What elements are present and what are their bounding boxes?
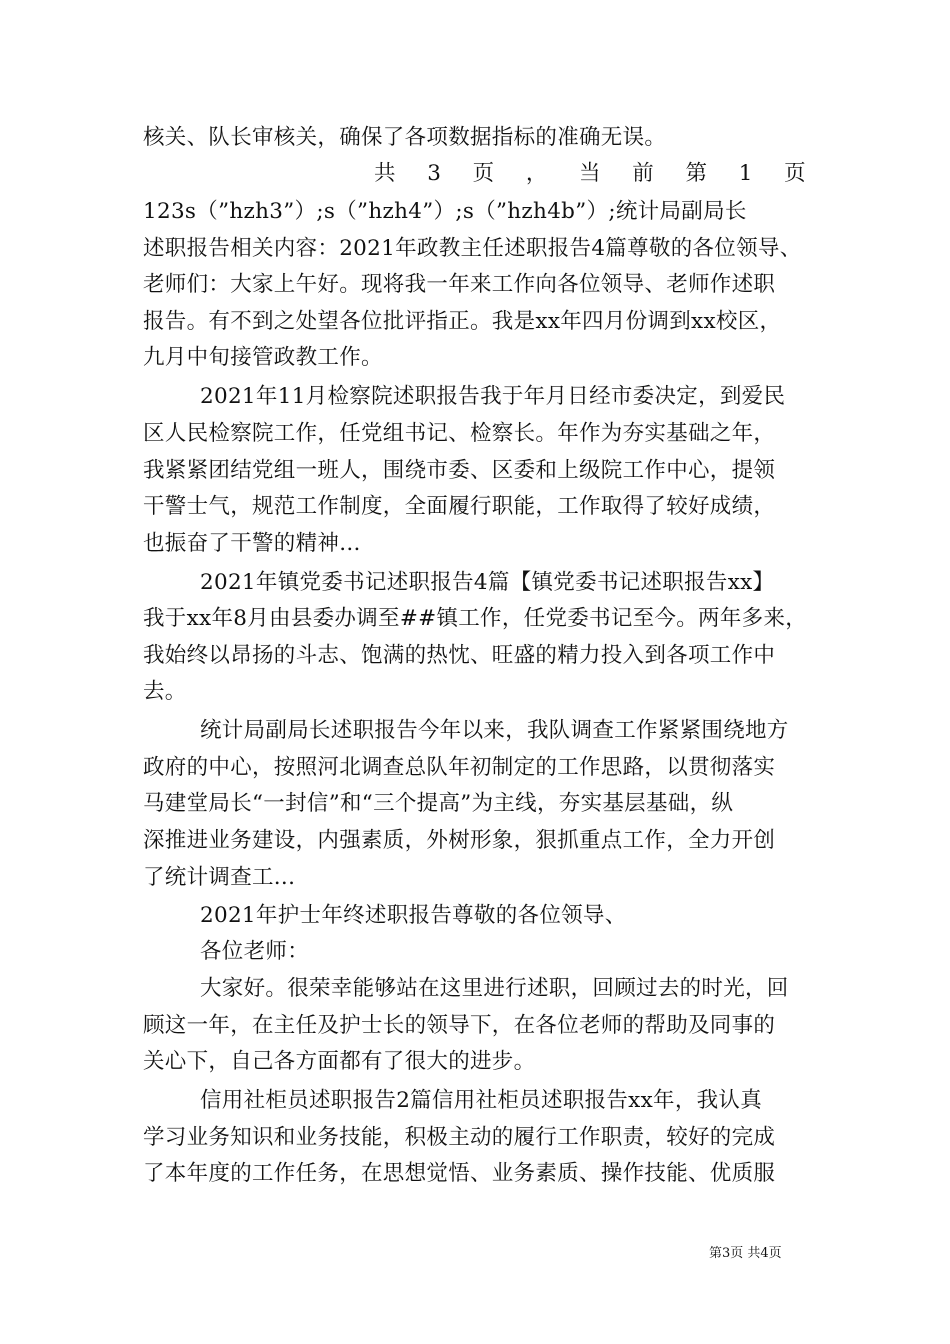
paragraph-first-line: 2021年护士年终述职报告尊敬的各位领导、 [200, 903, 627, 928]
paragraph-first-line: 各位老师： [200, 939, 310, 964]
text-line: 关心下，自己各方面都有了很大的进步。 [143, 1049, 536, 1074]
paragraph-first-line: 信用社柜员述职报告2篇信用社柜员述职报告xx年，我认真 [200, 1088, 763, 1113]
text-line: 报告。有不到之处望各位批评指正。我是xx年四月份调到xx校区， [143, 309, 782, 334]
page-counter-token: 3 [427, 161, 442, 186]
text-line: 顾这一年，在主任及护士长的领导下，在各位老师的帮助及同事的 [143, 1013, 776, 1038]
text-line: 123s（”hzh3”）;s（”hzh4”）;s（”hzh4b”）;统计局副局长 [143, 199, 747, 224]
page-counter-token: 页 [784, 161, 806, 186]
paragraph-first-line: 2021年镇党委书记述职报告4篇【镇党委书记述职报告xx】 [200, 570, 775, 595]
text-line: 了本年度的工作任务，在思想觉悟、业务素质、操作技能、优质服 [143, 1161, 776, 1186]
text-line: 九月中旬接管政教工作。 [143, 345, 383, 370]
page-counter-token: 前 [632, 161, 655, 186]
page-counter-token: 当 [579, 161, 601, 186]
text-line: 老师们：大家上午好。现将我一年来工作向各位领导、老师作述职 [143, 272, 776, 297]
text-line: 我于xx年8月由县委办调至##镇工作，任党委书记至今。两年多来， [143, 606, 808, 631]
page-footer: 第3页 共4页 [709, 1246, 782, 1261]
text-line: 也振奋了干警的精神... [143, 531, 361, 556]
page-counter-token: 共 [374, 161, 396, 186]
paragraph-first-line: 2021年11月检察院述职报告我于年月日经市委决定，到爱民 [200, 384, 786, 409]
text-line: 我始终以昂扬的斗志、饱满的热忱、旺盛的精力投入到各项工作中 [143, 643, 776, 668]
paragraph-first-line: 统计局副局长述职报告今年以来，我队调查工作紧紧围绕地方 [200, 718, 789, 743]
page-counter-token: 第 [685, 161, 708, 186]
page-counter-line [374, 156, 806, 192]
page-counter-token: 1 [738, 161, 753, 186]
page-counter-token: 页 [472, 161, 495, 186]
page-counter-token: ， [525, 161, 548, 186]
text-line: 去。 [143, 679, 187, 704]
paragraph-first-line: 大家好。很荣幸能够站在这里进行述职，回顾过去的时光，回 [200, 976, 789, 1001]
text-line: 学习业务知识和业务技能，积极主动的履行工作职责，较好的完成 [143, 1125, 776, 1150]
text-line: 深推进业务建设，内强素质，外树形象，狠抓重点工作，全力开创 [143, 828, 776, 853]
text-line: 马建堂局长“一封信”和“三个提高”为主线，夯实基层基础，纵 [143, 791, 734, 816]
text-line: 区人民检察院工作，任党组书记、检察长。年作为夯实基础之年， [143, 421, 776, 446]
text-line: 了统计调查工... [143, 865, 296, 890]
text-line: 核关、队长审核关，确保了各项数据指标的准确无误。 [143, 125, 667, 150]
text-line: 干警士气，规范工作制度，全面履行职能，工作取得了较好成绩， [143, 494, 776, 519]
text-line: 政府的中心，按照河北调查总队年初制定的工作思路，以贯彻落实 [143, 755, 776, 780]
text-line: 述职报告相关内容：2021年政教主任述职报告4篇尊敬的各位领导、 [143, 236, 802, 261]
text-line: 我紧紧团结党组一班人，围绕市委、区委和上级院工作中心，提领 [143, 458, 776, 483]
